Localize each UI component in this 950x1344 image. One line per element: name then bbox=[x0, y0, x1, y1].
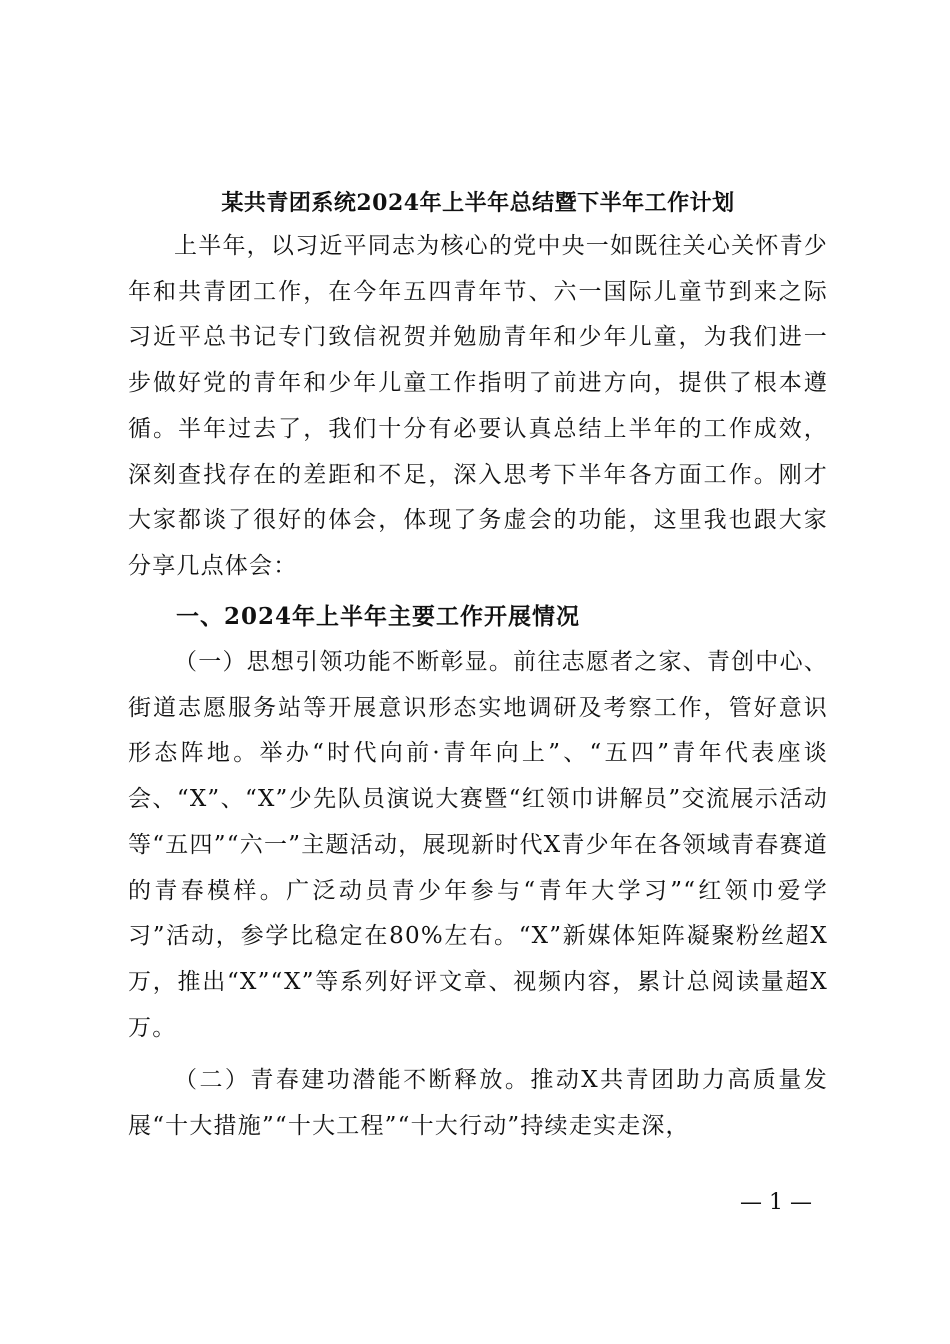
item-1-heading: （一）思想引领功能不断彰显。 bbox=[174, 649, 514, 675]
item-1-paragraph bbox=[128, 640, 828, 1051]
item-2-text: 推动X共青团助力高质量发展“十大措施”“十大工程”“十大行动”持续走实走深， bbox=[128, 1067, 828, 1139]
section-1-heading: 一、2024年上半年主要工作开展情况 bbox=[176, 603, 581, 630]
page-number: — 1 — bbox=[740, 1190, 812, 1215]
document-title: 某共青团系统2024年上半年总结暨下半年工作计划 bbox=[221, 190, 735, 216]
item-2-heading: （二）青春建功潜能不断释放。 bbox=[174, 1067, 531, 1093]
intro-paragraph: 上半年，以习近平同志为核心的党中央一如既往关心关怀青少年和共青团工作，在今年五四青年节、六一国际儿童节到来之际习近平总书记专门致信祝贺并勉励青年和少年儿童，为我们进一步做好党的青年和少年儿童工作指明了前进方向，提供了根本遵循。半年过去了，我们十分有必要认真总结上半年的工作成效，深刻查找存在的差距和不足，深入思考下半年各方面工作。刚才大家都谈了很好的体会，体现了务虚会的功能，这里我也跟大家分享几点体会： bbox=[128, 233, 828, 579]
item-2-paragraph bbox=[128, 1058, 828, 1149]
item-1-text: 前往志愿者之家、青创中心、街道志愿服务站等开展意识形态实地调研及考察工作，管好意识形态阵地。举办“时代向前·青年向上”、“五四”青年代表座谈会、“X”、“X”少先队员演说大赛暨“红领巾讲解员”交流展示活动等“五四”“六一”主题活动，展现新时代X青少年在各领域青春赛道的青春模样。广泛动员青少年参与“青年大学习”“红领巾爱学习”活动，参学比稳定在80%左右。“X”新媒体矩阵凝聚粉丝超X万，推出“X”“X”等系列好评文章、视频内容，累计总阅读量超X万。 bbox=[128, 649, 828, 1041]
